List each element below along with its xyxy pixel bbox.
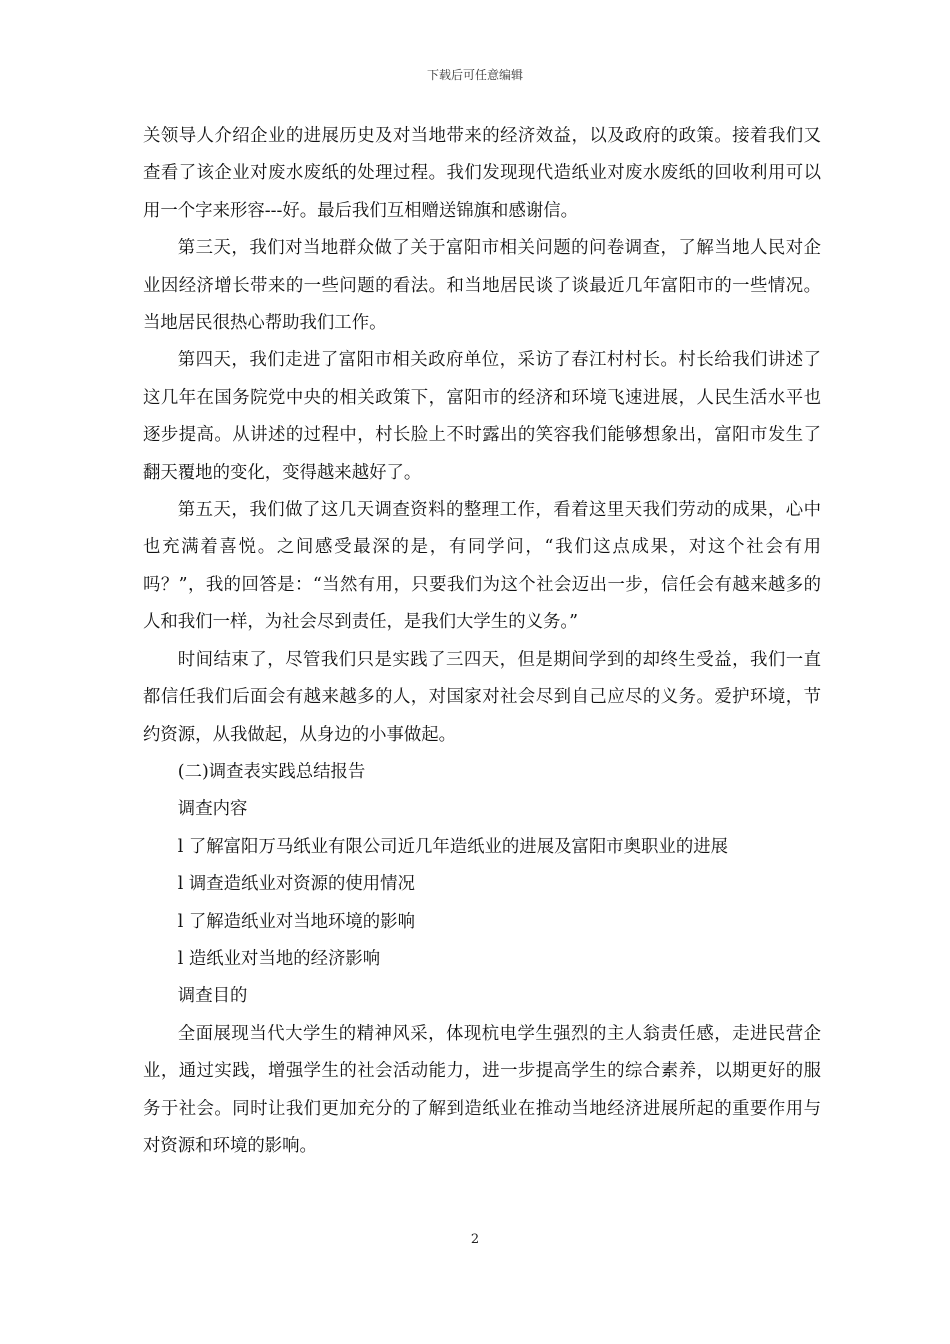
list-item: l 造纸业对当地的经济影响 bbox=[177, 948, 381, 969]
page-header: 下载后可任意编辑 bbox=[426, 68, 523, 82]
document-body bbox=[143, 118, 821, 1165]
paragraph-day-four: 第四天，我们走进了富阳市相关政府单位，采访了春江村村长。村长给我们讲述了这几年在国务院党中央的相关政策下，富阳市的经济和环境飞速进展，人民生活水平也逐步提高。从讲述的过程中，村长脸上不时露出的笑容我们能够想象出，富阳市发生了翻天覆地的变化，变得越来越好了。 bbox=[143, 350, 821, 483]
paragraph-day-five: 第五天，我们做了这几天调查资料的整理工作，看着这里天我们劳动的成果，心中也充满着喜悦。之间感受最深的是，有同学问，“我们这点成果，对这个社会有用吗？”，我的回答是：“当然有用，只要我们为这个社会迈出一步，信任会有越来越多的人和我们一样，为社会尽到责任，是我们大学生的义务。” bbox=[143, 500, 821, 633]
list-item: l 调查造纸业对资源的使用情况 bbox=[177, 874, 415, 895]
page-number: 2 bbox=[470, 1232, 480, 1247]
paragraph-conclusion: 时间结束了，尽管我们只是实践了三四天，但是期间学到的却终生受益，我们一直都信任我们后面会有越来越多的人，对国家对社会尽到自己应尽的义务。爱护环境，节约资源，从我做起，从身边的小事做起。 bbox=[143, 649, 821, 745]
paragraph-day-three: 第三天，我们对当地群众做了关于富阳市相关问题的问卷调查，了解当地人民对企业因经济增长带来的一些问题的看法。和当地居民谈了谈最近几年富阳市的一些情况。当地居民很热心帮助我们工作。 bbox=[143, 238, 821, 334]
content-heading: 调查内容 bbox=[177, 799, 248, 820]
list-item: l 了解造纸业对当地环境的影响 bbox=[177, 911, 415, 932]
list-item: l 了解富阳万马纸业有限公司近几年造纸业的进展及富阳市奥职业的进展 bbox=[177, 836, 728, 857]
purpose-heading: 调查目的 bbox=[177, 986, 248, 1007]
section-title: (二)调查表实践总结报告 bbox=[177, 761, 366, 782]
paragraph-continuation: 关领导人介绍企业的进展历史及对当地带来的经济效益，以及政府的政策。接着我们又查看了该企业对废水废纸的处理过程。我们发现现代造纸业对废水废纸的回收利用可以用一个字来形容---好。最后我们互相赠送锦旗和感谢信。 bbox=[143, 126, 821, 221]
purpose-paragraph: 全面展现当代大学生的精神风采，体现杭电学生强烈的主人翁责任感，走进民营企业，通过实践，增强学生的社会活动能力，进一步提高学生的综合素养，以期更好的服务于社会。同时让我们更加充分的了解到造纸业在推动当地经济进展所起的重要作用与对资源和环境的影响。 bbox=[143, 1023, 821, 1156]
